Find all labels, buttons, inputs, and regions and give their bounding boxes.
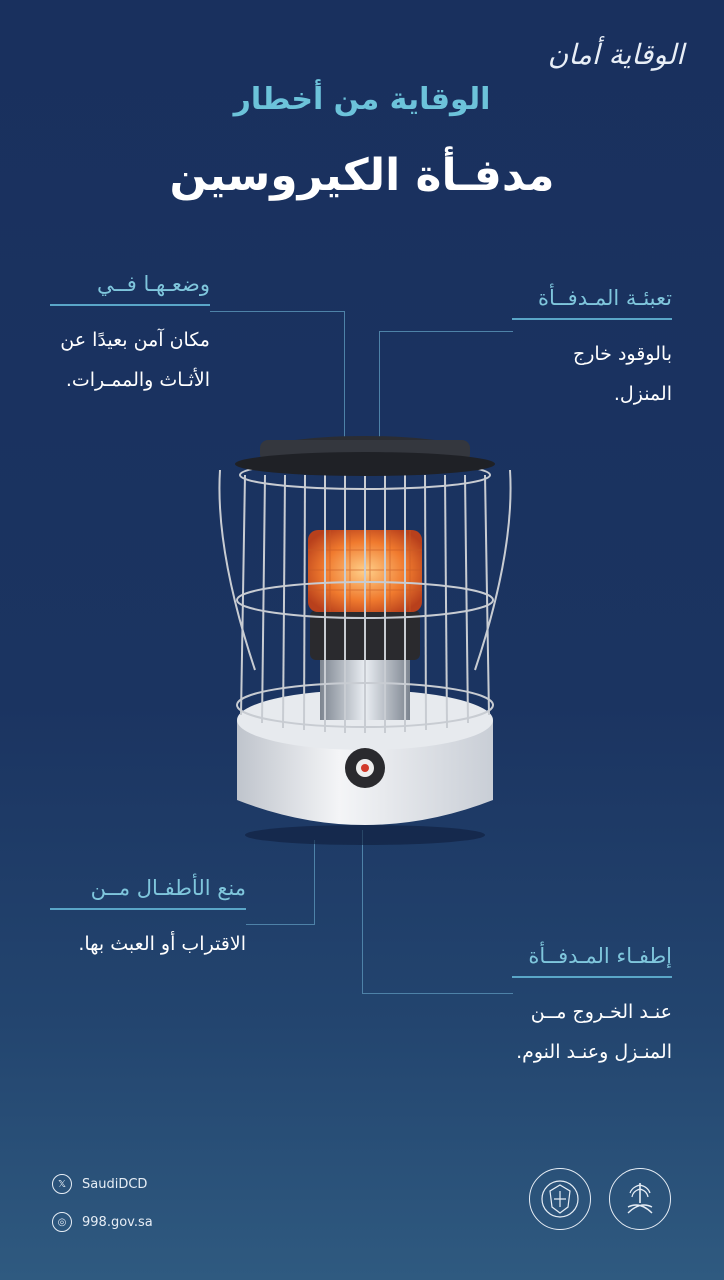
kerosene-heater-image (215, 430, 515, 850)
brand-logo (547, 30, 684, 90)
section-text: عنـد الخـروج مــن (530, 1001, 672, 1023)
social-handle: SaudiDCD (82, 1176, 148, 1192)
page-title: مدفـأة الكيروسين (169, 150, 555, 201)
info-section-refuel (512, 286, 672, 414)
divider (512, 318, 672, 320)
divider (512, 976, 672, 978)
connector-line (379, 331, 513, 442)
section-text: بالوقود خارج المنزل. (572, 343, 672, 405)
info-section-turn-off (512, 944, 672, 1072)
shield-icon (538, 1177, 582, 1221)
info-section-placement (50, 272, 210, 400)
section-heading: إطفـاء المـدفــأة (528, 944, 672, 968)
page-subtitle: الوقاية من أخطار (233, 82, 491, 117)
connector-line (362, 830, 513, 994)
section-text: الأثـاث والممـرات. (65, 369, 210, 391)
section-text: المنـزل وعنـد النوم. (516, 1041, 672, 1063)
saudi-emblem (609, 1168, 671, 1230)
social-link-x[interactable] (52, 1174, 147, 1194)
section-heading: وضعـهـا فــي (96, 272, 210, 296)
info-section-children (50, 876, 246, 964)
divider (50, 908, 246, 910)
divider (50, 304, 210, 306)
logo-text: الوقاية أمان (547, 38, 684, 71)
globe-icon: ◎ (52, 1212, 72, 1232)
section-heading: منع الأطفـال مــن (90, 876, 246, 900)
section-text: مكان آمن بعيدًا عن (60, 329, 210, 351)
connector-line (246, 840, 315, 925)
section-heading: تعبئـة المـدفــأة (537, 286, 672, 310)
civil-defense-emblem (529, 1168, 591, 1230)
website-url: 998.gov.sa (82, 1214, 153, 1230)
x-icon: 𝕏 (52, 1174, 72, 1194)
section-text: الاقتراب أو العبث بها. (78, 933, 246, 955)
palm-swords-icon (618, 1177, 662, 1221)
social-link-website[interactable] (52, 1212, 153, 1232)
